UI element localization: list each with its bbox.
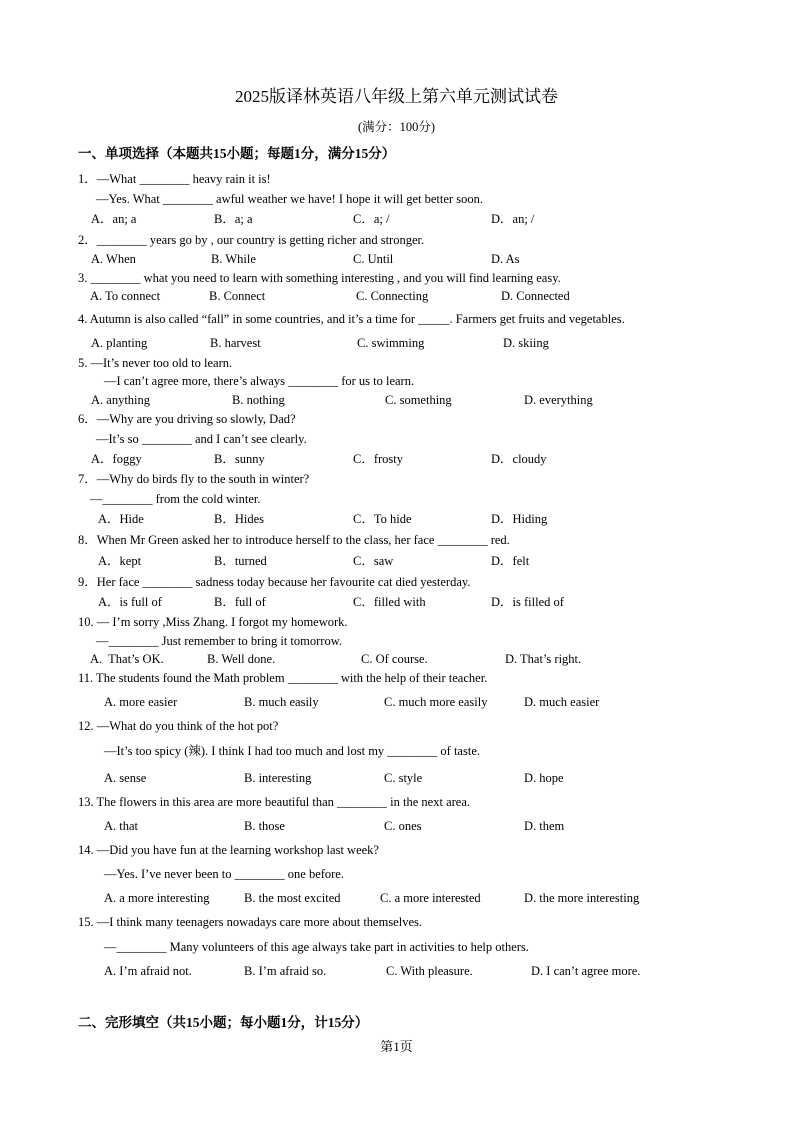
q1-option-c: C．a; / xyxy=(353,212,390,226)
q10-stem-2: —________ Just remember to bring it tomorrow. xyxy=(96,634,343,648)
q6-stem-2: —It’s so ________ and I can’t see clearly. xyxy=(96,432,307,446)
q3-option-c: C. Connecting xyxy=(356,289,429,303)
q9-option-d: D．is filled of xyxy=(491,595,564,609)
q13-option-a: A. that xyxy=(104,819,139,833)
q9-option-c: C．filled with xyxy=(353,595,426,609)
q9-stem: 9．Her face ________ sadness today because her favourite cat died yesterday. xyxy=(78,575,471,589)
q5-option-c: C. something xyxy=(385,393,452,407)
q14-option-a: A. a more interesting xyxy=(104,891,210,905)
q7-option-a: A．Hide xyxy=(98,512,144,526)
q6-option-d: D．cloudy xyxy=(491,452,547,466)
q15-stem-2: —________ Many volunteers of this age always take part in activities to help others. xyxy=(104,940,529,954)
q3-option-d: D. Connected xyxy=(501,289,570,303)
q1-stem-2: —Yes. What ________ awful weather we have! I hope it will get better soon. xyxy=(96,192,483,206)
q15-option-b: B. I’m afraid so. xyxy=(244,964,327,978)
q2-option-b: B. While xyxy=(211,252,256,266)
q11-option-c: C. much more easily xyxy=(384,695,488,709)
q3-option-b: B. Connect xyxy=(209,289,266,303)
q6-option-b: B．sunny xyxy=(214,452,265,466)
q14-option-d: D. the more interesting xyxy=(524,891,640,905)
section-1-title: 一、单项选择（本题共15小题；每题1分，满分15分） xyxy=(78,146,396,161)
q14-stem-2: —Yes. I’ve never been to ________ one before. xyxy=(104,867,344,881)
q4-stem: 4. Autumn is also called “fall” in some countries, and it’s a time for _____. Farmers get fruits and vegetables. xyxy=(78,312,625,326)
q3-option-a: A. To connect xyxy=(90,289,161,303)
q5-stem-2: —I can’t agree more, there’s always ________ for us to learn. xyxy=(104,374,415,388)
q1-stem: 1．—What ________ heavy rain it is! xyxy=(78,172,271,186)
q7-option-b: B．Hides xyxy=(214,512,265,526)
q13-option-b: B. those xyxy=(244,819,285,833)
q14-stem: 14. —Did you have fun at the learning workshop last week? xyxy=(78,843,379,857)
q8-option-c: C．saw xyxy=(353,554,394,568)
q12-option-a: A. sense xyxy=(104,771,147,785)
q2-option-d: D. As xyxy=(491,252,520,266)
q8-option-a: A．kept xyxy=(98,554,142,568)
q4-option-d: D. skiing xyxy=(503,336,549,350)
q9-option-a: A．is full of xyxy=(98,595,162,609)
q4-option-a: A. planting xyxy=(91,336,148,350)
q14-option-c: C. a more interested xyxy=(380,891,481,905)
q14-option-b: B. the most excited xyxy=(244,891,341,905)
q5-option-d: D. everything xyxy=(524,393,593,407)
q13-option-d: D. them xyxy=(524,819,565,833)
q12-stem: 12. —What do you think of the hot pot? xyxy=(78,719,279,733)
q7-stem: 7．—Why do birds fly to the south in winter? xyxy=(78,472,310,486)
q4-option-c: C. swimming xyxy=(357,336,425,350)
q10-option-b: B. Well done. xyxy=(207,652,276,666)
q8-option-b: B．turned xyxy=(214,554,267,568)
q11-option-b: B. much easily xyxy=(244,695,319,709)
q7-stem-2: —________ from the cold winter. xyxy=(90,492,261,506)
q7-option-d: D．Hiding xyxy=(491,512,548,526)
q1-option-a: A．an; a xyxy=(91,212,137,226)
q2-option-a: A. When xyxy=(91,252,136,266)
q15-option-c: C. With pleasure. xyxy=(386,964,473,978)
q15-option-a: A. I’m afraid not. xyxy=(104,964,192,978)
q15-stem: 15. —I think many teenagers nowadays care more about themselves. xyxy=(78,915,422,929)
q1-option-b: B．a; a xyxy=(214,212,253,226)
q1-option-d: D．an; / xyxy=(491,212,535,226)
q10-option-d: D. That’s right. xyxy=(505,652,582,666)
q11-option-d: D. much easier xyxy=(524,695,600,709)
q6-option-a: A．foggy xyxy=(91,452,142,466)
q12-option-d: D. hope xyxy=(524,771,564,785)
q5-stem: 5. —It’s never too old to learn. xyxy=(78,356,233,370)
q13-option-c: C. ones xyxy=(384,819,422,833)
q2-stem: 2．________ years go by , our country is getting richer and stronger. xyxy=(78,233,425,247)
q10-option-a: A. That’s OK. xyxy=(90,652,164,666)
q8-stem: 8．When Mr Green asked her to introduce herself to the class, her face ________ red. xyxy=(78,533,510,547)
q8-option-d: D．felt xyxy=(491,554,530,568)
q3-stem: 3. ________ what you need to learn with something interesting , and you will find learning easy. xyxy=(78,271,561,285)
section-2-title: 二、完形填空（共15小题；每小题1分，计15分） xyxy=(78,1015,369,1030)
page-number: 第1页 xyxy=(380,1039,413,1054)
q11-stem: 11. The students found the Math problem ________ with the help of their teacher. xyxy=(78,671,488,685)
q5-option-a: A. anything xyxy=(91,393,151,407)
q6-option-c: C．frosty xyxy=(353,452,404,466)
q15-option-d: D. I can’t agree more. xyxy=(531,964,641,978)
q9-option-b: B．full of xyxy=(214,595,266,609)
q6-stem: 6．—Why are you driving so slowly, Dad? xyxy=(78,412,296,426)
q13-stem: 13. The flowers in this area are more beautiful than ________ in the next area. xyxy=(78,795,470,809)
page-title: 2025版译林英语八年级上第六单元测试试卷 xyxy=(235,87,558,106)
q12-option-c: C. style xyxy=(384,771,423,785)
q12-option-b: B. interesting xyxy=(244,771,312,785)
q5-option-b: B. nothing xyxy=(232,393,285,407)
score-note: (满分：100分) xyxy=(357,120,436,134)
q12-stem-2: —It’s too spicy (辣). I think I had too much and lost my ________ of taste. xyxy=(104,744,480,758)
q10-option-c: C. Of course. xyxy=(361,652,428,666)
q11-option-a: A. more easier xyxy=(104,695,178,709)
q2-option-c: C. Until xyxy=(353,252,394,266)
q4-option-b: B. harvest xyxy=(210,336,261,350)
q10-stem: 10. — I’m sorry ,Miss Zhang. I forgot my homework. xyxy=(78,615,348,629)
q7-option-c: C．To hide xyxy=(353,512,412,526)
